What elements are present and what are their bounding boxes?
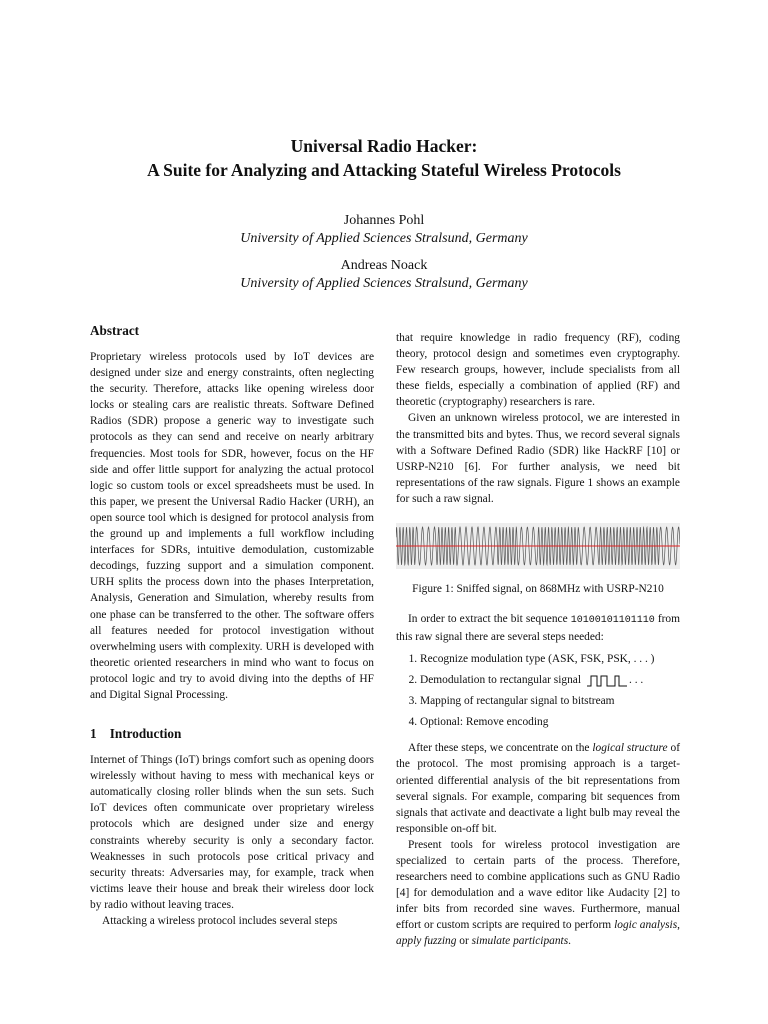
extract-paragraph — [396, 611, 680, 645]
step-item — [420, 672, 680, 688]
intro-paragraph-2: Attacking a wireless protocol includes several steps — [102, 915, 338, 927]
title-line-2: A Suite for Analyzing and Attacking Stateful Wireless Protocols — [147, 160, 621, 180]
text-run: , — [677, 919, 680, 932]
title-line-1: Universal Radio Hacker: — [290, 136, 478, 156]
step-text: Demodulation to rectangular signal — [420, 674, 582, 687]
text-run: . — [568, 935, 571, 948]
rectangular-signal-icon — [587, 675, 627, 687]
extract-after: from this raw signal there are several steps needed: — [396, 613, 680, 644]
text-run: of the protocol. The most promising approach is a target-oriented differential analysis of the bit representations from several signals. For example, comparing bit sequences from signals that activate and deactivate a light bulb may reveal the responsible on-off bit. — [396, 742, 680, 835]
step-item — [420, 651, 680, 667]
figure-sniffed-signal — [396, 523, 680, 569]
section-title: Introduction — [109, 726, 182, 742]
text-run: or — [456, 935, 472, 948]
after-steps-paragraph-1 — [396, 740, 680, 837]
emphasis-simulate-participants: simulate participants — [471, 935, 569, 948]
step-item — [420, 714, 680, 730]
section-number: 1 — [90, 726, 97, 742]
author-name: Johannes Pohl — [343, 213, 425, 228]
intro-paragraph-1: Internet of Things (IoT) brings comfort such as opening doors wirelessly without having to mess with mechanical keys or automatically closing roller blinds when the sun sets. Such IoT devices often communicate over proprietary wireless protocols which are designed under size and energy constraints whereby security is only a secondary factor. Weaknesses in such protocols pose critical privacy and security threats: Adversaries may, for example, track when victims leave their house and break their wireless door lock by radio without leaving traces. — [90, 754, 374, 911]
text-run: Present tools for wireless protocol investigation are specialized to certain parts of the process. Therefore, researchers need to combine applications such as GNU Radio [4] for demodulation and a wave editor like Audacity [2] to infer bits from recorded sine waves. Furthermore, manual effort or custom scripts are required to perform — [396, 838, 680, 932]
step-suffix: . . . — [629, 674, 644, 687]
author-block-1 — [0, 212, 768, 248]
extract-before: In order to extract the bit sequence — [408, 613, 571, 626]
intro-paragraph-4: Given an unknown wireless protocol, we are interested in the transmitted bits and bytes. Thus, we record several signals with a Software Defined Radio (SDR) like HackRF [10] or USRP-N210 [6]. For further analysis, we need bit representations of the raw signals. Figure 1 shows an example for such a raw signal. — [396, 412, 680, 505]
signal-waveform — [396, 523, 680, 569]
abstract-heading: Abstract — [90, 323, 140, 338]
emphasis-logical-structure: logical structure — [592, 742, 668, 755]
intro-paragraph-3: that require knowledge in radio frequency (RF), coding theory, protocol design and sometimes even cryptography. Few research groups, however, include specialists from all these fields, especially a combination of applied (RF) and theoretic (cryptography) researchers is rare. — [396, 332, 680, 409]
step-text: Recognize modulation type (ASK, FSK, PSK, . . . ) — [420, 653, 655, 666]
bit-sequence: 10100101101110 — [570, 615, 655, 627]
figure-caption: Figure 1: Sniffed signal, on 868MHz with USRP-N210 — [412, 583, 664, 596]
emphasis-logic-analysis: logic analysis — [614, 919, 678, 932]
abstract-text: Proprietary wireless protocols used by IoT devices are designed under size and energy constraints, often neglecting the security. Therefore, attacks like opening wireless door locks or stealing cars are realistic threats. Software Defined Radios (SDR) propose a generic way to investigate such protocols as they can send and receive on nearly arbitrary frequencies. Most tools for SDR, however, focus on the HF side and offer little support for analyzing the actual protocol logic so custom tools or excel spreadsheets must be used. In this paper, we present the Universal Radio Hacker (URH), an open source tool which is designed for protocol analysis from the ground up and implements a full workflow including interfaces for SDRs, intuitive demodulation, customizable decodings, fuzzing support and a simulation component. URH splits the process down into the phases Interpretation, Analysis, Generation and Simulation, whereby results from one phase can be transferred to the other. The software offers all features needed for protocol investigation without overwhelming users with complexity. URH is developed with theoretic oriented researchers in mind who want to focus on protocol logic and try to avoid diving into the depths of HF and Digital Signal Processing. — [90, 351, 374, 701]
left-column — [90, 322, 374, 929]
step-text: Optional: Remove encoding — [420, 716, 549, 729]
text-run: After these steps, we concentrate on the — [408, 742, 593, 755]
paper-title — [0, 134, 768, 182]
steps-list — [396, 651, 680, 730]
right-column — [396, 330, 680, 950]
author-affiliation: University of Applied Sciences Stralsund, Germany — [240, 276, 528, 291]
intro-heading — [90, 725, 374, 743]
step-item — [420, 693, 680, 709]
step-text: Mapping of rectangular signal to bitstream — [420, 695, 615, 708]
author-name: Andreas Noack — [340, 258, 428, 273]
emphasis-apply-fuzzing: apply fuzzing — [396, 935, 457, 948]
author-affiliation: University of Applied Sciences Stralsund, Germany — [240, 231, 528, 246]
after-steps-paragraph-2 — [396, 837, 680, 950]
author-block-2 — [0, 257, 768, 293]
